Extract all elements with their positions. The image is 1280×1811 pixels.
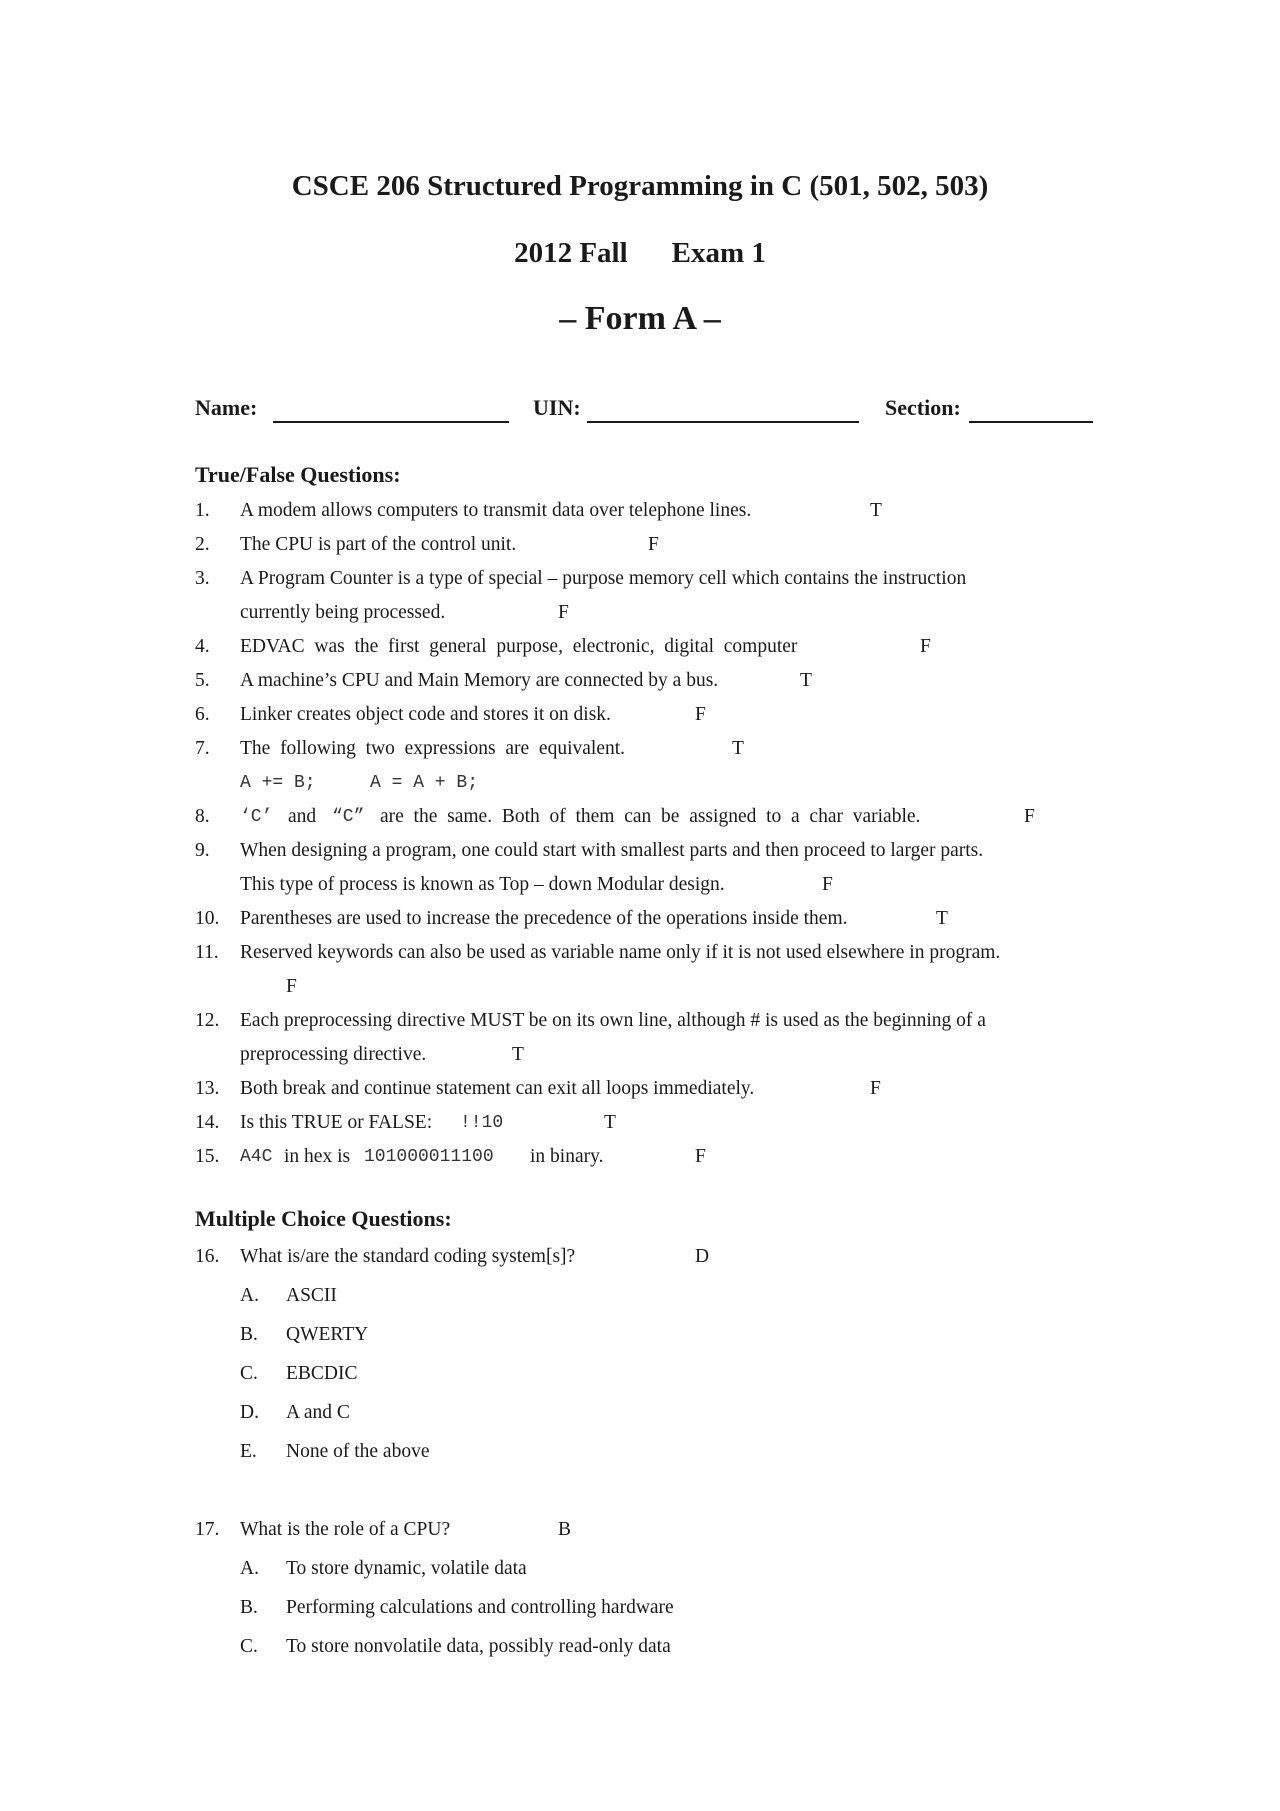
question-text: and — [288, 806, 317, 827]
answer: F — [648, 534, 659, 555]
question-number: 3. — [195, 568, 210, 589]
option-text: A and C — [286, 1402, 350, 1423]
answer: T — [936, 908, 948, 929]
question-text: When designing a program, one could start with smallest parts and then proceed to larger parts. — [240, 840, 984, 861]
answer: T — [604, 1112, 616, 1133]
question-number: 4. — [195, 636, 210, 657]
question-number: 13. — [195, 1078, 220, 1099]
name-field[interactable] — [273, 421, 509, 423]
answer: B — [558, 1519, 572, 1540]
true-false-heading: True/False Questions: — [195, 462, 401, 487]
mc-option — [240, 1318, 368, 1352]
question-number: 16. — [195, 1246, 220, 1267]
question-number: 7. — [195, 738, 210, 759]
question-number: 8. — [195, 806, 210, 827]
option-text: To store dynamic, volatile data — [286, 1558, 527, 1579]
code-char-literal: ‘C’ — [240, 807, 273, 827]
question-text: What is/are the standard coding system[s]? — [240, 1246, 576, 1267]
option-letter: E. — [240, 1441, 257, 1462]
question-text: A machine’s CPU and Main Memory are connected by a bus. — [240, 670, 719, 691]
code-expression-a: A += B; — [240, 773, 316, 793]
question-number: 1. — [195, 500, 210, 521]
question-text: in hex is — [284, 1146, 351, 1167]
answer: F — [558, 602, 569, 623]
answer: F — [695, 1146, 706, 1167]
code-string-literal: “C” — [332, 807, 365, 827]
option-text: To store nonvolatile data, possibly read-only data — [286, 1636, 671, 1657]
option-letter: B. — [240, 1324, 258, 1345]
mc-option — [240, 1552, 527, 1586]
answer: F — [1024, 806, 1035, 827]
option-text: Performing calculations and controlling hardware — [286, 1597, 674, 1618]
question-text: A Program Counter is a type of special – purpose memory cell which contains the instruction — [240, 568, 967, 589]
question-text: What is the role of a CPU? — [240, 1519, 451, 1540]
option-text: EBCDIC — [286, 1363, 358, 1384]
uin-field[interactable] — [587, 421, 859, 423]
mc-option — [240, 1396, 350, 1430]
answer: F — [286, 976, 297, 997]
question-text: Linker creates object code and stores it on disk. — [240, 704, 611, 725]
option-letter: C. — [240, 1636, 258, 1657]
question-text: Reserved keywords can also be used as variable name only if it is not used elsewhere in program. — [240, 942, 1001, 963]
option-text: None of the above — [286, 1441, 430, 1462]
question-number: 5. — [195, 670, 210, 691]
question-number: 6. — [195, 704, 210, 725]
mc-option — [240, 1357, 358, 1391]
answer: T — [870, 500, 882, 521]
exam-term-line — [0, 237, 1280, 270]
question-text-continued: This type of process is known as Top – down Modular design. — [240, 874, 725, 895]
answer: T — [512, 1044, 524, 1065]
question-number: 10. — [195, 908, 220, 929]
term: 2012 Fall — [514, 237, 628, 269]
course-title: CSCE 206 Structured Programming in C (501, 502, 503) — [291, 170, 989, 202]
code-expression-b: A = A + B; — [370, 773, 479, 793]
code-binary-value: 101000011100 — [364, 1147, 494, 1167]
form-label: – Form A – — [559, 300, 721, 337]
answer: T — [800, 670, 812, 691]
code-expression: !!10 — [460, 1113, 504, 1133]
code-hex-value: A4C — [240, 1147, 273, 1167]
option-letter: C. — [240, 1363, 258, 1384]
question-text: are the same. Both of them can be assigned to a char variable. — [380, 806, 921, 827]
question-number: 14. — [195, 1112, 220, 1133]
question-text: The CPU is part of the control unit. — [240, 534, 517, 555]
question-text: A modem allows computers to transmit data over telephone lines. — [240, 500, 752, 521]
option-letter: D. — [240, 1402, 259, 1423]
option-letter: A. — [240, 1558, 259, 1579]
answer: F — [920, 636, 931, 657]
question-text-continued: preprocessing directive. — [240, 1044, 427, 1065]
section-label: Section: — [885, 395, 961, 420]
question-number: 15. — [195, 1146, 220, 1167]
answer: F — [870, 1078, 881, 1099]
mc-option — [240, 1630, 671, 1664]
question-number: 17. — [195, 1519, 220, 1540]
question-number: 12. — [195, 1010, 220, 1031]
question-text: Each preprocessing directive MUST be on its own line, although # is used as the beginning of a — [240, 1010, 986, 1031]
mc-option — [240, 1435, 430, 1469]
question-text: The following two expressions are equivalent. — [240, 738, 626, 759]
question-number: 9. — [195, 840, 210, 861]
option-letter: B. — [240, 1597, 258, 1618]
multiple-choice-heading: Multiple Choice Questions: — [195, 1206, 452, 1231]
answer: F — [822, 874, 833, 895]
question-text: EDVAC was the first general purpose, electronic, digital computer — [240, 636, 798, 657]
name-label: Name: — [195, 395, 258, 420]
mc-option — [240, 1591, 674, 1625]
option-text: QWERTY — [286, 1324, 369, 1345]
mc-option — [240, 1279, 337, 1313]
question-number: 2. — [195, 534, 210, 555]
question-text: in binary. — [530, 1146, 604, 1167]
answer: F — [695, 704, 706, 725]
option-letter: A. — [240, 1285, 259, 1306]
uin-label: UIN: — [533, 395, 581, 420]
exam-name: Exam 1 — [671, 237, 766, 269]
question-text: Is this TRUE or FALSE: — [240, 1112, 433, 1133]
question-number: 11. — [195, 942, 219, 963]
answer: T — [732, 738, 744, 759]
question-text-continued: currently being processed. — [240, 602, 446, 623]
student-info-row — [195, 395, 1095, 429]
section-field[interactable] — [969, 421, 1093, 423]
answer: D — [695, 1246, 710, 1267]
option-text: ASCII — [286, 1285, 337, 1306]
question-text: Parentheses are used to increase the precedence of the operations inside them. — [240, 908, 848, 929]
question-text: Both break and continue statement can exit all loops immediately. — [240, 1078, 755, 1099]
